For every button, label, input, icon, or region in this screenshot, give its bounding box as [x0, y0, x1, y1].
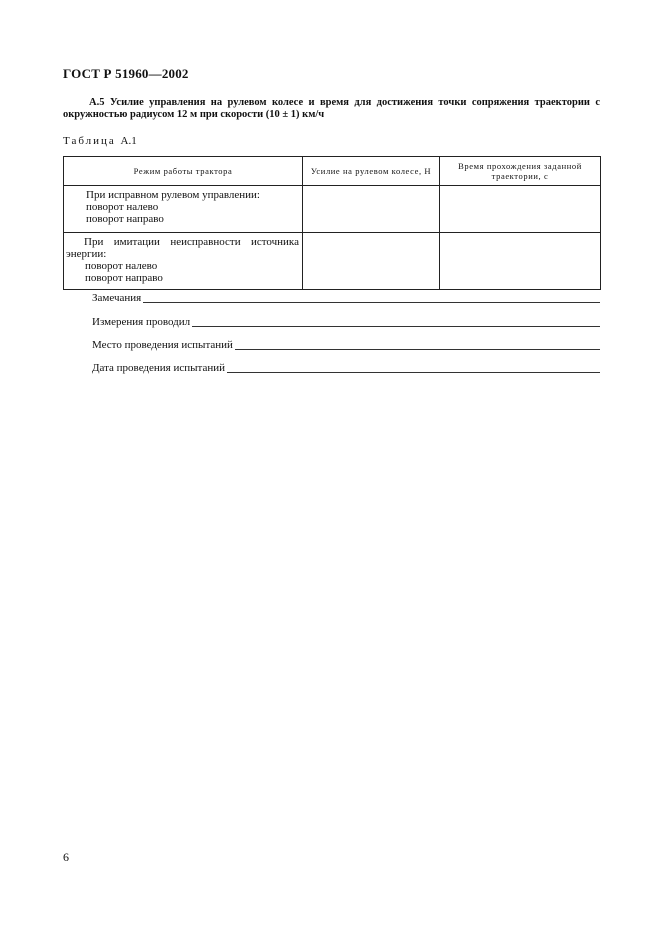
test-location-label: Место проведения испытаний	[92, 339, 233, 351]
header-mode: Режим работы трактора	[64, 157, 303, 186]
force-cell[interactable]	[303, 186, 440, 233]
remarks-fill-line[interactable]	[143, 292, 600, 303]
results-table	[63, 156, 601, 290]
test-date-fill-line[interactable]	[227, 362, 600, 373]
measured-by-fill-line[interactable]	[192, 316, 600, 327]
table-caption	[63, 135, 137, 147]
mode-line: поворот направо	[86, 213, 164, 225]
remarks-field	[92, 292, 600, 304]
mode-cell	[64, 233, 303, 290]
table-row	[64, 186, 601, 233]
remarks-label: Замечания	[92, 292, 142, 304]
table-caption-number: А.1	[120, 135, 137, 147]
time-cell[interactable]	[440, 233, 601, 290]
test-location-field	[92, 339, 600, 351]
force-cell[interactable]	[303, 233, 440, 290]
mode-lead-continuation: энергии:	[66, 248, 107, 260]
mode-cell	[64, 186, 303, 233]
test-date-field	[92, 362, 600, 374]
mode-line: поворот налево	[86, 201, 159, 213]
measured-by-field	[92, 316, 600, 328]
section-heading: А.5 Усилие управления на рулевом колесе и время для достижения точки сопряжения траектории с окружностью радиусом 12 м при скорости (10 ± 1) км/ч	[63, 97, 600, 120]
mode-lead: При исправном рулевом управлении:	[86, 189, 260, 201]
table-row	[64, 233, 601, 290]
time-cell[interactable]	[440, 186, 601, 233]
page-header: ГОСТ Р 51960—2002	[63, 66, 189, 81]
test-location-fill-line[interactable]	[235, 339, 600, 350]
measured-by-label: Измерения проводил	[92, 316, 191, 328]
mode-line: поворот направо	[85, 272, 163, 284]
table-caption-word: Таблица	[63, 135, 116, 147]
page-number: 6	[63, 850, 69, 864]
mode-lead: При имитации неисправности источника	[84, 236, 299, 248]
header-time: Время прохождения заданной траектории, с	[440, 157, 601, 186]
test-date-label: Дата проведения испытаний	[92, 362, 226, 374]
mode-line: поворот налево	[85, 260, 158, 272]
header-force: Усилие на рулевом колесе, Н	[303, 157, 440, 186]
table-header-row	[64, 157, 601, 186]
